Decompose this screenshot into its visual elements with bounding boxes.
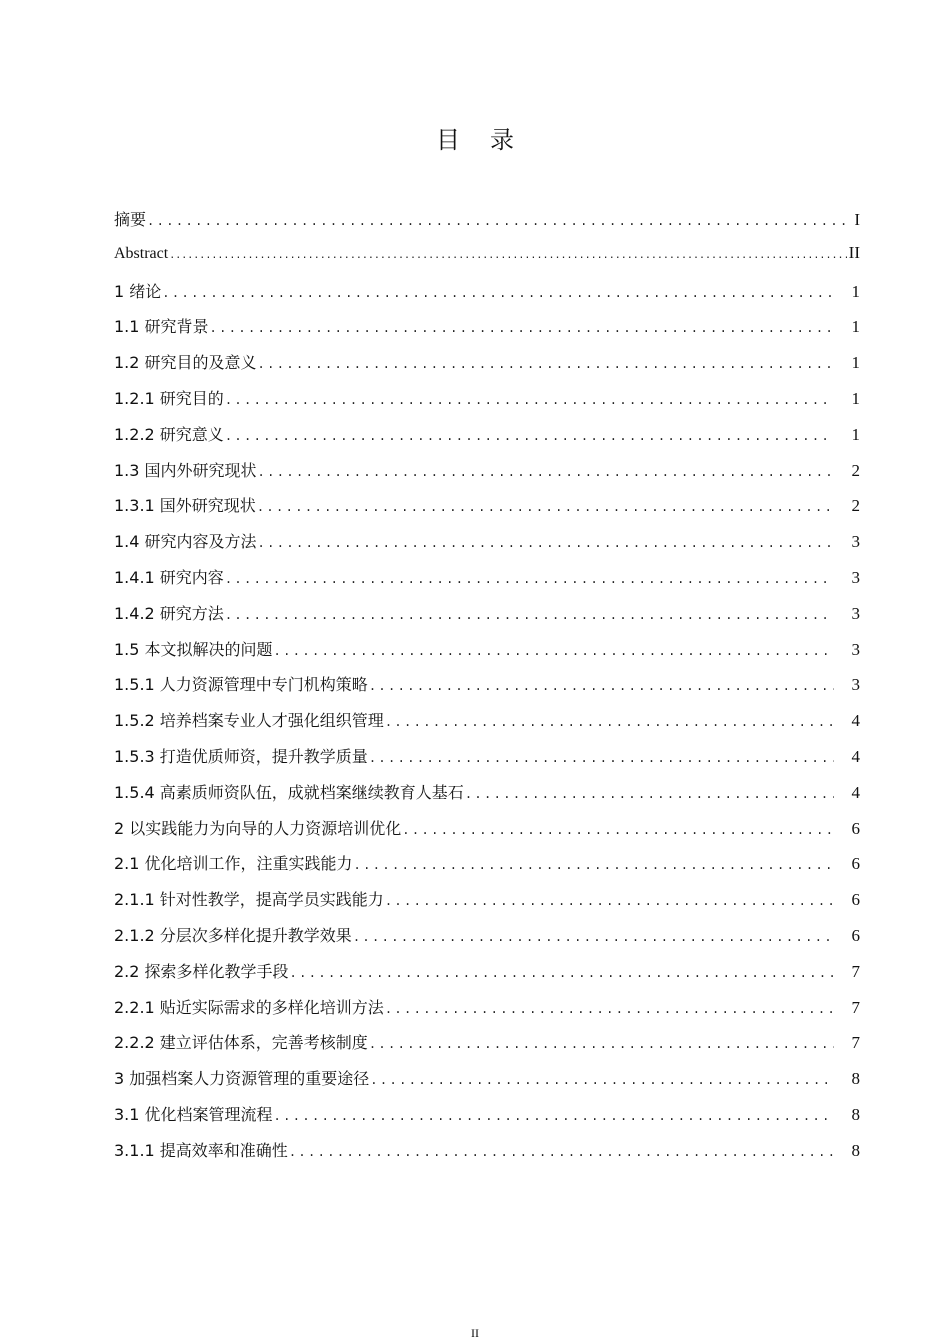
toc-entry-label: 1.3 国内外研究现状 [114,460,257,480]
toc-entry[interactable] [114,923,860,959]
toc-entry-page: 3 [851,532,860,552]
toc-entry-page: 6 [851,890,860,910]
toc-entry-page: II [848,242,860,262]
toc-entry-label: 1.2.1 研究目的 [114,388,224,408]
toc-entry[interactable] [114,637,860,673]
toc-entry-label: 2.1.1 针对性教学，提高学员实践能力 [114,890,384,910]
toc-entry-page: 8 [851,1140,860,1160]
toc-entry-label: 1.4 研究内容及方法 [114,532,257,552]
toc-entry-page: 4 [851,782,860,802]
toc-entry-page: 2 [851,460,860,480]
toc-entry[interactable] [114,279,860,315]
toc-entry-page: 3 [851,675,860,695]
toc-entry-label: 1.2.2 研究意义 [114,424,224,444]
toc-entry-label: 2 以实践能力为向导的人力资源培训优化 [114,818,402,838]
toc-entry-page: 1 [851,353,860,373]
toc-entry[interactable] [114,350,860,386]
toc-entry[interactable] [114,386,860,422]
toc-entry[interactable] [114,995,860,1031]
dot-leader [169,250,846,261]
toc-entry-label: 2.1 优化培训工作，注重实践能力 [114,854,353,874]
toc-entry-label: 1.1 研究背景 [114,317,209,337]
dot-leader [289,1145,834,1159]
dot-leader [370,1073,834,1087]
toc-entry-page: 3 [851,603,860,623]
toc-entry-page: 7 [851,997,860,1017]
dot-leader [385,1002,834,1016]
toc-entry[interactable] [114,458,860,494]
toc-entry[interactable] [114,744,860,780]
dot-leader [225,608,834,622]
dot-leader [258,536,834,550]
toc-entry-page: 6 [851,925,860,945]
dot-leader [369,751,834,765]
dot-leader [258,465,834,479]
dot-leader [210,321,834,335]
page-title [0,120,950,155]
toc-entry[interactable] [114,1030,860,1066]
toc-entry-label: 1.5 本文拟解决的问题 [114,639,273,659]
toc-entry-page: 2 [851,496,860,516]
toc-entry-page: 1 [851,388,860,408]
dot-leader [225,572,834,586]
toc-entry[interactable] [114,565,860,601]
dot-leader [402,823,834,837]
toc-entry-label: 3.1.1 提高效率和准确性 [114,1140,288,1160]
toc-entry[interactable] [114,672,860,708]
toc-entry-label: 2.2.1 贴近实际需求的多样化培训方法 [114,997,384,1017]
dot-leader [385,894,834,908]
toc-entry[interactable] [114,959,860,995]
dot-leader [369,1037,834,1051]
toc-entry[interactable] [114,887,860,923]
dot-leader [162,286,834,300]
toc-entry-label: 摘要 [114,210,147,229]
toc-entry-label: Abstract [114,244,169,262]
toc-entry-label: 1.5.1 人力资源管理中专门机构策略 [114,675,368,695]
toc-entry-label: 1 绪论 [114,281,162,301]
toc-entry-label: 1.4.1 研究内容 [114,567,224,587]
toc-entry-page: 1 [851,281,860,301]
toc-entry-page: 6 [851,854,860,874]
toc-entry-label: 1.5.2 培养档案专业人才强化组织管理 [114,711,384,731]
dot-leader [258,357,834,371]
dot-leader [274,1109,834,1123]
dot-leader [354,858,834,872]
dot-leader [385,715,834,729]
toc-entry-page: 7 [851,961,860,981]
toc-entry-label: 1.5.3 打造优质师资，提升教学质量 [114,746,368,766]
dot-leader [369,679,834,693]
toc-entry-page: 4 [851,711,860,731]
dot-leader [465,787,834,801]
page-number: II [471,1326,479,1340]
toc-entry-page: 8 [851,1069,860,1089]
toc-entry-label: 1.2 研究目的及意义 [114,353,257,373]
toc-entry[interactable] [114,422,860,458]
dot-leader [274,644,834,658]
toc-entry-page: 3 [851,639,860,659]
toc-entry-label: 2.1.2 分层次多样化提升教学效果 [114,925,352,945]
toc-entry-page: 4 [851,746,860,766]
toc-entry-abstract-en[interactable] [114,243,860,279]
toc-entry[interactable] [114,816,860,852]
toc-entry[interactable] [114,1066,860,1102]
toc-entry-label: 3.1 优化档案管理流程 [114,1104,273,1124]
toc-entry[interactable] [114,1102,860,1138]
toc-entry-abstract-cn[interactable] [114,207,860,243]
toc-entry[interactable] [114,529,860,565]
toc-entry[interactable] [114,314,860,350]
toc-entry-page: I [854,210,860,229]
toc-entry-page: 1 [851,424,860,444]
toc-entry-label: 1.4.2 研究方法 [114,603,224,623]
dot-leader [147,214,852,228]
toc-entry[interactable] [114,780,860,816]
dot-leader [257,500,834,514]
title-char-1: 目 [436,126,460,154]
toc-entry[interactable] [114,1138,860,1174]
dot-leader [353,930,834,944]
dot-leader [225,393,834,407]
toc-entry-page: 1 [851,317,860,337]
table-of-contents [114,207,860,1174]
title-char-2: 录 [490,126,514,154]
toc-entry-label: 2.2 探索多样化教学手段 [114,961,289,981]
toc-entry[interactable] [114,493,860,529]
toc-entry[interactable] [114,708,860,744]
dot-leader [290,966,834,980]
toc-entry-label: 1.5.4 高素质师资队伍，成就档案继续教育人基石 [114,782,464,802]
toc-entry[interactable] [114,851,860,887]
toc-entry-label: 3 加强档案人力资源管理的重要途径 [114,1069,370,1089]
toc-entry-label: 1.3.1 国外研究现状 [114,496,256,516]
toc-entry-page: 6 [851,818,860,838]
dot-leader [225,429,834,443]
toc-entry-page: 3 [851,567,860,587]
toc-entry-label: 2.2.2 建立评估体系，完善考核制度 [114,1033,368,1053]
toc-entry[interactable] [114,601,860,637]
toc-entry-page: 8 [851,1104,860,1124]
toc-entry-page: 7 [851,1033,860,1053]
